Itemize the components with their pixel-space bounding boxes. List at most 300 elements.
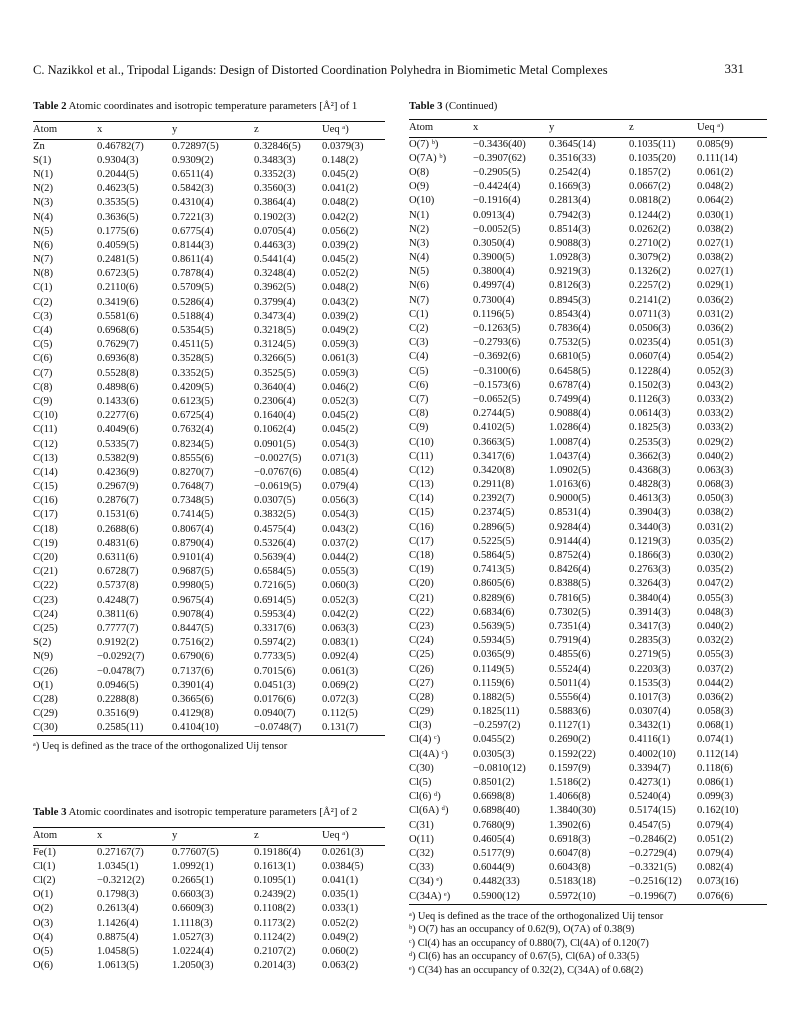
ueq-cell: 0.048(2) xyxy=(322,197,359,209)
table3-body xyxy=(33,845,385,973)
table-row xyxy=(33,352,385,366)
ueq-cell: 0.054(3) xyxy=(322,438,359,450)
table3-continued-header-row xyxy=(409,119,767,137)
z-cell: 0.2835(3) xyxy=(629,635,671,647)
z-cell: 0.3525(5) xyxy=(254,367,296,379)
y-cell: 0.5183(18) xyxy=(549,876,596,888)
y-cell: 1.3840(30) xyxy=(549,805,596,817)
z-cell: 0.3124(5) xyxy=(254,339,296,351)
table-row xyxy=(33,888,385,902)
table-row xyxy=(409,336,767,350)
ueq-cell: 0.0384(5) xyxy=(322,860,364,872)
x-cell: 0.0365(9) xyxy=(473,649,515,661)
x-cell: 0.7777(7) xyxy=(97,622,139,634)
table-row xyxy=(33,494,385,508)
ueq-cell: 0.037(2) xyxy=(322,537,359,549)
atom-cell: C(24) xyxy=(33,608,58,620)
table-row xyxy=(33,860,385,874)
atom-cell: C(16) xyxy=(33,495,58,507)
ueq-cell: 0.046(2) xyxy=(322,381,359,393)
atom-cell: C(16) xyxy=(409,521,434,533)
ueq-cell: 0.029(2) xyxy=(697,436,734,448)
x-cell: 0.2110(6) xyxy=(97,282,139,294)
x-cell: 0.1196(5) xyxy=(473,308,515,320)
z-cell: 0.0307(4) xyxy=(629,706,671,718)
z-cell: 0.6914(5) xyxy=(254,594,296,606)
z-cell: 0.5326(4) xyxy=(254,537,296,549)
y-cell: 1.0224(4) xyxy=(172,945,214,957)
x-cell: 0.7629(7) xyxy=(97,339,139,351)
x-cell: 0.5225(5) xyxy=(473,535,515,547)
atom-cell: C(24) xyxy=(409,635,434,647)
x-cell: −0.0478(7) xyxy=(97,665,145,677)
x-cell: 0.1882(5) xyxy=(473,691,515,703)
z-cell: 0.1502(3) xyxy=(629,379,671,391)
table2-body xyxy=(33,139,385,736)
y-cell: 0.3516(33) xyxy=(549,152,596,164)
table-row xyxy=(409,223,767,237)
x-cell: 0.4997(4) xyxy=(473,280,515,292)
x-cell: 0.1149(5) xyxy=(473,663,515,675)
z-cell: 0.2107(2) xyxy=(254,945,296,957)
y-cell: 0.5556(4) xyxy=(549,691,591,703)
z-cell: 0.5639(4) xyxy=(254,552,296,564)
table-row xyxy=(409,563,767,577)
z-cell: −0.2516(12) xyxy=(629,876,682,888)
atom-cell: N(5) xyxy=(409,266,430,278)
atom-cell: C(29) xyxy=(33,708,58,720)
atom-cell: C(7) xyxy=(409,393,429,405)
table-row xyxy=(409,464,767,478)
z-cell: 0.1173(2) xyxy=(254,917,296,929)
x-cell: 0.3663(5) xyxy=(473,436,515,448)
z-cell: 0.2203(3) xyxy=(629,663,671,675)
atom-cell: C(8) xyxy=(409,408,429,420)
y-cell: 0.6725(4) xyxy=(172,410,214,422)
ueq-cell: 0.043(2) xyxy=(322,296,359,308)
z-cell: 0.2141(2) xyxy=(629,294,671,306)
x-cell: 0.4898(6) xyxy=(97,381,139,393)
x-cell: 0.5528(8) xyxy=(97,367,139,379)
ueq-cell: 0.042(2) xyxy=(322,608,359,620)
x-cell: −0.3100(6) xyxy=(473,365,521,377)
z-cell: 0.2257(2) xyxy=(629,280,671,292)
x-cell: 0.3420(8) xyxy=(473,464,515,476)
z-cell: 0.1124(2) xyxy=(254,931,296,943)
ueq-cell: 0.043(2) xyxy=(322,523,359,535)
ueq-cell: 0.038(2) xyxy=(697,223,734,235)
x-cell: 0.7680(9) xyxy=(473,819,515,831)
col-header-x: x xyxy=(473,122,479,133)
atom-cell: C(23) xyxy=(33,594,58,606)
z-cell: −0.0619(5) xyxy=(254,481,302,493)
ueq-cell: 0.033(2) xyxy=(697,408,734,420)
atom-cell: C(9) xyxy=(409,422,429,434)
footnote-a: ᵃ) Ueq is defined as the trace of the orthogonalized Uij tensor xyxy=(409,910,664,922)
table-row xyxy=(409,308,767,322)
atom-cell: N(7) xyxy=(33,254,54,266)
table-row xyxy=(409,435,767,449)
table-row xyxy=(409,492,767,506)
z-cell: 0.32846(5) xyxy=(254,140,301,152)
x-cell: 0.3811(6) xyxy=(97,608,139,620)
ueq-cell: 0.060(3) xyxy=(322,580,359,592)
y-cell: 0.9309(2) xyxy=(172,154,214,166)
table-row xyxy=(409,506,767,520)
atom-cell: C(5) xyxy=(33,339,53,351)
col-header-z: z xyxy=(254,830,259,841)
ueq-cell: 0.068(1) xyxy=(697,720,734,732)
x-cell: 0.4059(5) xyxy=(97,239,139,251)
table-row xyxy=(33,437,385,451)
ueq-cell: 0.035(2) xyxy=(697,535,734,547)
ueq-cell: 0.073(16) xyxy=(697,876,739,888)
y-cell: 0.4855(6) xyxy=(549,649,591,661)
y-cell: 1.0437(4) xyxy=(549,450,591,462)
table-row xyxy=(33,338,385,352)
x-cell: −0.0292(7) xyxy=(97,651,145,663)
table-row xyxy=(33,636,385,650)
ueq-cell: 0.047(2) xyxy=(697,578,734,590)
ueq-cell: 0.031(2) xyxy=(697,308,734,320)
x-cell: −0.0052(5) xyxy=(473,223,521,235)
ueq-cell: 0.061(3) xyxy=(322,353,359,365)
atom-cell: Cl(6A) ᵈ) xyxy=(409,805,449,817)
y-cell: 0.4310(4) xyxy=(172,197,214,209)
table-row xyxy=(409,634,767,648)
x-cell: 0.4831(6) xyxy=(97,537,139,549)
ueq-cell: 0.041(2) xyxy=(322,183,359,195)
table3-header-row xyxy=(33,827,385,845)
z-cell: 0.19186(4) xyxy=(254,846,301,858)
atom-cell: C(18) xyxy=(33,523,58,535)
ueq-cell: 0.063(3) xyxy=(697,464,734,476)
atom-cell: N(6) xyxy=(409,280,430,292)
y-cell: 0.5972(10) xyxy=(549,890,596,902)
y-cell: 0.6775(4) xyxy=(172,225,214,237)
y-cell: 0.6603(3) xyxy=(172,889,214,901)
ueq-cell: 0.112(5) xyxy=(322,708,358,720)
table-row xyxy=(33,381,385,395)
z-cell: 0.0901(5) xyxy=(254,438,296,450)
atom-cell: N(8) xyxy=(33,268,54,280)
z-cell: −0.3321(5) xyxy=(629,862,677,874)
x-cell: −0.2905(5) xyxy=(473,166,521,178)
ueq-cell: 0.040(2) xyxy=(697,620,734,632)
ueq-cell: 0.054(2) xyxy=(697,351,734,363)
z-cell: −0.0767(6) xyxy=(254,466,302,478)
y-cell: 0.6609(3) xyxy=(172,903,214,915)
atom-cell: C(25) xyxy=(409,649,434,661)
ueq-cell: 0.035(1) xyxy=(322,889,359,901)
table-row xyxy=(33,395,385,409)
y-cell: 0.7348(5) xyxy=(172,495,214,507)
y-cell: 0.9000(5) xyxy=(549,493,591,505)
table-row xyxy=(33,537,385,551)
atom-cell: O(7) ᵇ) xyxy=(409,138,439,150)
y-cell: 0.2690(2) xyxy=(549,734,591,746)
footnote-c: ᶜ) Cl(4) has an occupancy of 0.880(7), Cl(4A) of 0.120(7) xyxy=(409,937,649,949)
atom-cell: C(11) xyxy=(409,450,434,462)
ueq-cell: 0.148(2) xyxy=(322,154,359,166)
x-cell: 0.1531(6) xyxy=(97,509,139,521)
atom-cell: C(1) xyxy=(33,282,53,294)
ueq-cell: 0.112(14) xyxy=(697,748,739,760)
z-cell: 0.3640(4) xyxy=(254,381,296,393)
y-cell: 0.1669(3) xyxy=(549,181,591,193)
y-cell: 0.6918(3) xyxy=(549,833,591,845)
z-cell: 0.0176(6) xyxy=(254,693,296,705)
atom-cell: C(17) xyxy=(33,509,58,521)
z-cell: 0.4273(1) xyxy=(629,777,671,789)
atom-cell: C(10) xyxy=(33,410,58,422)
table-row xyxy=(409,833,767,847)
atom-cell: C(26) xyxy=(409,663,434,675)
x-cell: 0.27167(7) xyxy=(97,846,144,858)
table-row xyxy=(409,662,767,676)
x-cell: 0.5581(6) xyxy=(97,310,139,322)
x-cell: −0.1916(4) xyxy=(473,195,521,207)
z-cell: 0.0667(2) xyxy=(629,181,671,193)
z-cell: 0.3832(5) xyxy=(254,509,296,521)
z-cell: 0.3840(4) xyxy=(629,592,671,604)
y-cell: 0.7221(3) xyxy=(172,211,214,223)
y-cell: 0.8543(4) xyxy=(549,308,591,320)
table-row xyxy=(33,267,385,281)
ueq-cell: 0.083(1) xyxy=(322,637,359,649)
atom-cell: C(12) xyxy=(409,464,434,476)
z-cell: 0.4828(3) xyxy=(629,479,671,491)
z-cell: 0.3864(4) xyxy=(254,197,296,209)
col-header-atom: Atom xyxy=(409,122,434,133)
atom-cell: N(1) xyxy=(409,209,430,221)
x-cell: 0.6698(8) xyxy=(473,791,515,803)
z-cell: −0.2729(4) xyxy=(629,847,677,859)
y-cell: 0.2665(1) xyxy=(172,874,214,886)
x-cell: −0.1573(6) xyxy=(473,379,521,391)
atom-cell: O(2) xyxy=(33,903,54,915)
y-cell: 0.9284(4) xyxy=(549,521,591,533)
y-cell: 0.9687(5) xyxy=(172,566,214,578)
y-cell: 0.4209(5) xyxy=(172,381,214,393)
z-cell: 0.1228(4) xyxy=(629,365,671,377)
z-cell: 0.2719(5) xyxy=(629,649,671,661)
table-row xyxy=(409,137,767,152)
table-row xyxy=(33,225,385,239)
x-cell: 0.2374(5) xyxy=(473,507,515,519)
atom-cell: O(1) xyxy=(33,679,54,691)
table-row xyxy=(409,379,767,393)
z-cell: 0.1108(2) xyxy=(254,903,296,915)
y-cell: 0.72897(5) xyxy=(172,140,219,152)
z-cell: 0.5174(15) xyxy=(629,805,676,817)
atom-cell: Cl(2) xyxy=(33,874,56,886)
y-cell: 1.5186(2) xyxy=(549,777,591,789)
atom-cell: Cl(3) xyxy=(409,720,432,732)
ueq-cell: 0.032(2) xyxy=(697,635,734,647)
table-row xyxy=(33,916,385,930)
y-cell: 0.7516(2) xyxy=(172,637,214,649)
table-row xyxy=(409,549,767,563)
table-row xyxy=(409,251,767,265)
table-row xyxy=(409,393,767,407)
y-cell: 0.8752(4) xyxy=(549,550,591,562)
table-row xyxy=(409,733,767,747)
table-row xyxy=(409,265,767,279)
table-row xyxy=(409,592,767,606)
z-cell: 0.1035(20) xyxy=(629,152,676,164)
atom-cell: C(15) xyxy=(33,481,58,493)
atom-cell: C(10) xyxy=(409,436,434,448)
table-row xyxy=(409,577,767,591)
table-row xyxy=(33,452,385,466)
ueq-cell: 0.035(2) xyxy=(697,564,734,576)
ueq-cell: 0.043(2) xyxy=(697,379,734,391)
table-row xyxy=(33,594,385,608)
y-cell: 1.0527(3) xyxy=(172,931,214,943)
atom-cell: O(10) xyxy=(409,195,435,207)
table2 xyxy=(33,121,385,737)
atom-cell: C(34) ᵉ) xyxy=(409,876,443,888)
table-row xyxy=(33,874,385,888)
x-cell: 0.2481(5) xyxy=(97,254,139,266)
z-cell: 0.3799(4) xyxy=(254,296,296,308)
y-cell: 0.77607(5) xyxy=(172,846,219,858)
atom-cell: C(21) xyxy=(33,566,58,578)
atom-cell: C(19) xyxy=(33,537,58,549)
x-cell: 0.8605(6) xyxy=(473,578,515,590)
x-cell: 0.6968(6) xyxy=(97,325,139,337)
x-cell: 0.4482(33) xyxy=(473,876,520,888)
z-cell: 0.5974(2) xyxy=(254,637,296,649)
z-cell: 0.3218(5) xyxy=(254,325,296,337)
y-cell: 0.8611(4) xyxy=(172,254,214,266)
x-cell: 0.0455(2) xyxy=(473,734,515,746)
x-cell: 1.1426(4) xyxy=(97,917,139,929)
y-cell: 0.5286(4) xyxy=(172,296,214,308)
table-row xyxy=(409,719,767,733)
atom-cell: C(6) xyxy=(409,379,429,391)
col-header-z: z xyxy=(629,122,634,133)
table-row xyxy=(409,365,767,379)
z-cell: −0.1996(7) xyxy=(629,890,677,902)
z-cell: 0.3264(3) xyxy=(629,578,671,590)
ueq-cell: 0.036(2) xyxy=(697,691,734,703)
atom-cell: C(17) xyxy=(409,535,434,547)
z-cell: 0.2439(2) xyxy=(254,889,296,901)
y-cell: 0.7878(4) xyxy=(172,268,214,280)
ueq-cell: 0.039(2) xyxy=(322,310,359,322)
table2-footnote: ᵃ) Ueq is defined as the trace of the orthogonalized Uij tensor xyxy=(33,741,288,753)
y-cell: 0.8790(4) xyxy=(172,537,214,549)
z-cell: 0.0711(3) xyxy=(629,308,671,320)
ueq-cell: 0.030(1) xyxy=(697,209,734,221)
y-cell: 0.8270(7) xyxy=(172,466,214,478)
y-cell: 0.7648(7) xyxy=(172,481,214,493)
table-row xyxy=(33,310,385,324)
y-cell: 1.0992(1) xyxy=(172,860,214,872)
y-cell: 0.3665(6) xyxy=(172,693,214,705)
ueq-cell: 0.063(2) xyxy=(322,960,359,972)
table-row xyxy=(409,677,767,691)
x-cell: 0.6311(6) xyxy=(97,552,139,564)
atom-cell: Fe(1) xyxy=(33,846,56,858)
x-cell: 0.5864(5) xyxy=(473,550,515,562)
atom-cell: N(2) xyxy=(33,183,54,195)
y-cell: 0.6810(5) xyxy=(549,351,591,363)
x-cell: 0.0913(4) xyxy=(473,209,515,221)
ueq-cell: 0.0379(3) xyxy=(322,140,364,152)
x-cell: 0.2896(5) xyxy=(473,521,515,533)
x-cell: −0.3436(40) xyxy=(473,138,526,150)
z-cell: 0.1126(3) xyxy=(629,393,671,405)
ueq-cell: 0.079(4) xyxy=(322,481,359,493)
atom-cell: N(9) xyxy=(33,651,54,663)
y-cell: 1.2050(3) xyxy=(172,960,214,972)
table-row xyxy=(409,166,767,180)
x-cell: 0.0305(3) xyxy=(473,748,515,760)
y-cell: 0.6047(8) xyxy=(549,847,591,859)
table-row xyxy=(33,296,385,310)
col-header-x: x xyxy=(97,830,103,841)
y-cell: 1.0163(6) xyxy=(549,479,591,491)
ueq-cell: 0.056(2) xyxy=(322,225,359,237)
table-row xyxy=(409,847,767,861)
table-row xyxy=(409,294,767,308)
y-cell: 0.8447(5) xyxy=(172,622,214,634)
table-row xyxy=(33,139,385,154)
z-cell: 0.1613(1) xyxy=(254,860,296,872)
atom-cell: C(30) xyxy=(33,722,58,734)
x-cell: −0.4424(4) xyxy=(473,181,521,193)
x-cell: 0.1159(6) xyxy=(473,677,515,689)
x-cell: 0.2613(4) xyxy=(97,903,139,915)
ueq-cell: 0.033(2) xyxy=(697,422,734,434)
z-cell: 0.1095(1) xyxy=(254,874,296,886)
ueq-cell: 0.059(3) xyxy=(322,339,359,351)
z-cell: 0.3483(3) xyxy=(254,154,296,166)
z-cell: 0.0940(7) xyxy=(254,708,296,720)
atom-cell: C(11) xyxy=(33,424,58,436)
y-cell: 0.1127(1) xyxy=(549,720,591,732)
ueq-cell: 0.031(2) xyxy=(697,521,734,533)
ueq-cell: 0.048(3) xyxy=(697,606,734,618)
table-row xyxy=(409,861,767,875)
z-cell: 0.3560(3) xyxy=(254,183,296,195)
z-cell: 0.0607(4) xyxy=(629,351,671,363)
table3-continued-caption xyxy=(409,100,767,114)
table-row xyxy=(33,579,385,593)
table3-label: Table 3 xyxy=(33,806,67,818)
z-cell: 0.6584(5) xyxy=(254,566,296,578)
atom-cell: C(21) xyxy=(409,592,434,604)
y-cell: 1.0902(5) xyxy=(549,464,591,476)
x-cell: 0.0946(5) xyxy=(97,679,139,691)
atom-cell: N(2) xyxy=(409,223,430,235)
table-row xyxy=(33,367,385,381)
ueq-cell: 0.049(2) xyxy=(322,325,359,337)
x-cell: 0.2876(7) xyxy=(97,495,139,507)
y-cell: 0.8144(3) xyxy=(172,239,214,251)
atom-cell: C(19) xyxy=(409,564,434,576)
y-cell: 1.1118(3) xyxy=(172,917,213,929)
y-cell: 0.9144(4) xyxy=(549,535,591,547)
z-cell: 0.3662(3) xyxy=(629,450,671,462)
col-header-z: z xyxy=(254,124,259,135)
x-cell: 0.4605(4) xyxy=(473,833,515,845)
ueq-cell: 0.050(3) xyxy=(697,493,734,505)
col-header-y: y xyxy=(172,830,178,841)
